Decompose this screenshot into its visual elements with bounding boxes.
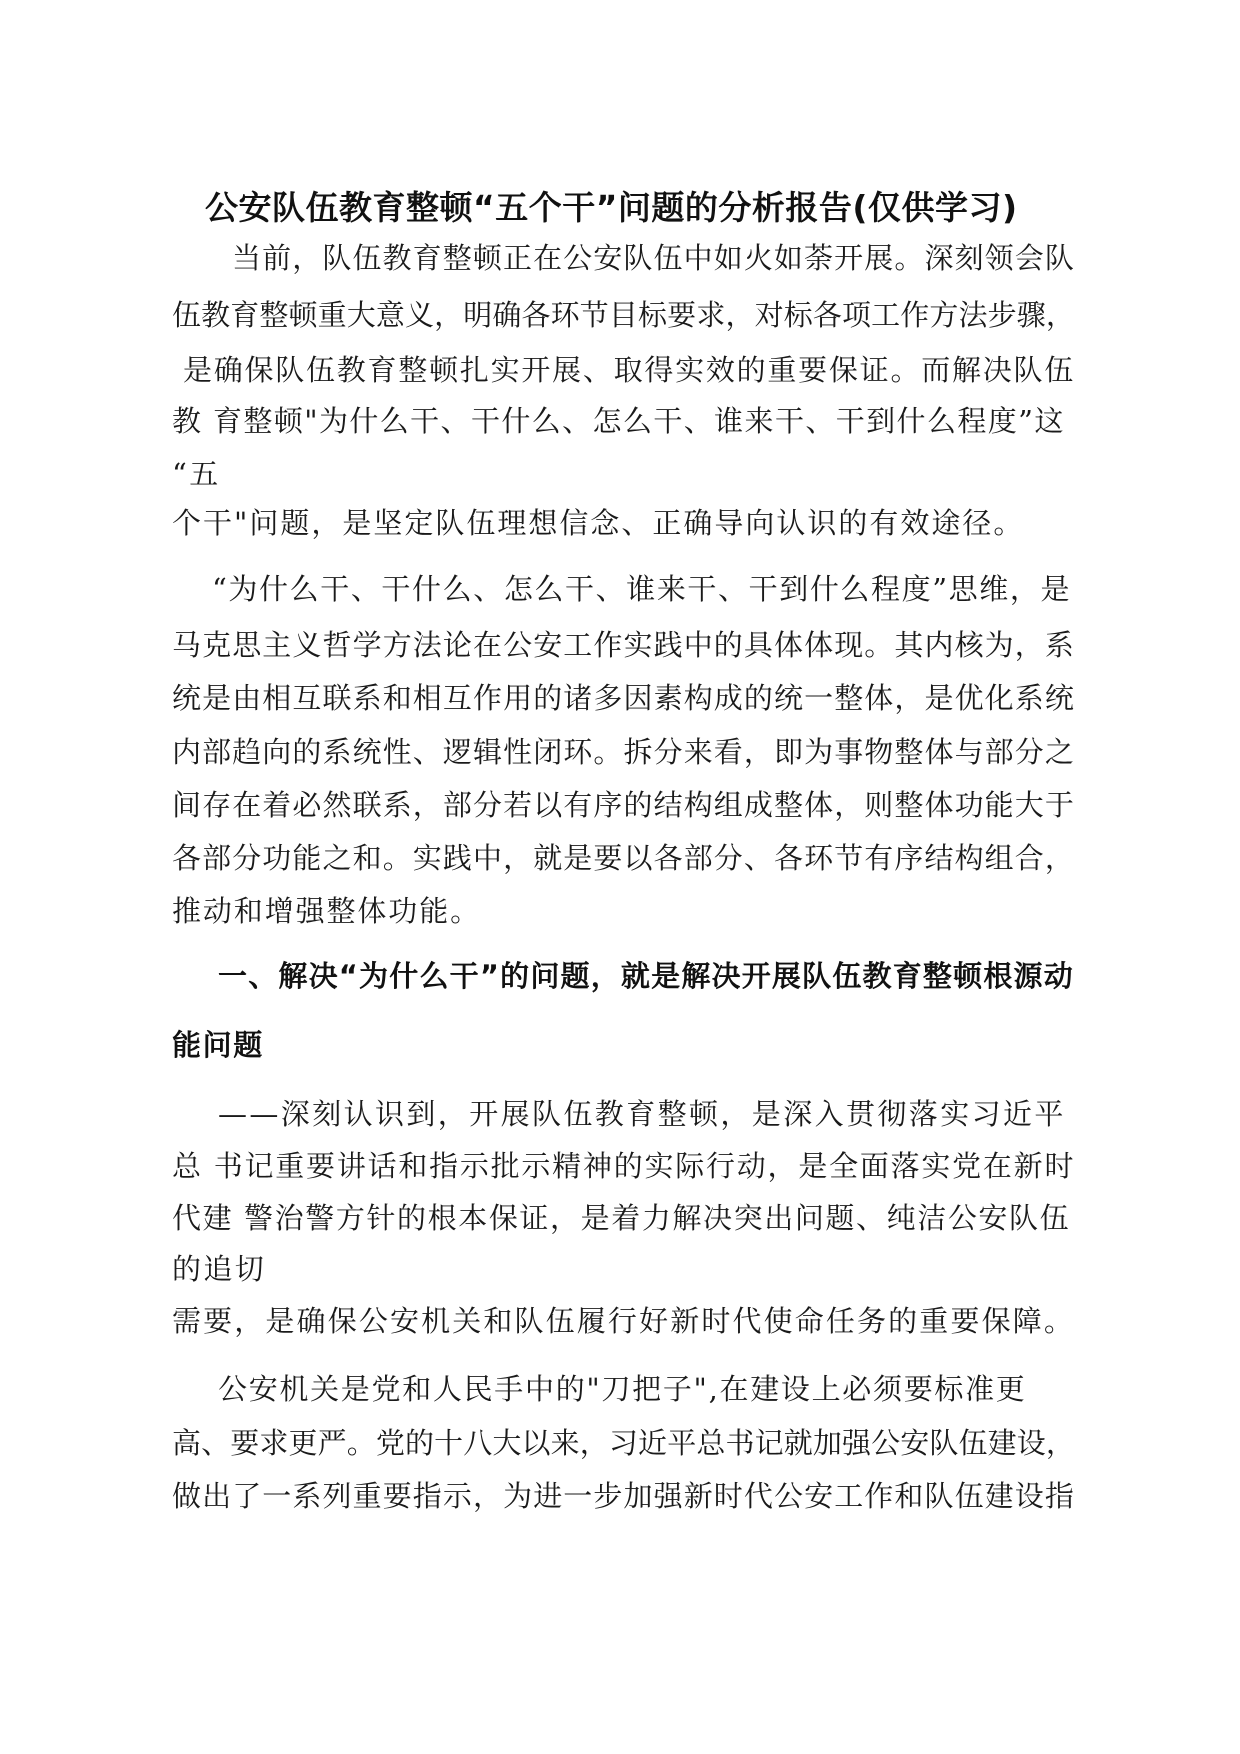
intro-line-5: “五 [172,457,221,491]
para3-line-3: 代建 警治警方针的根本保证，是着力解决突出问题、纯洁公安队伍 [172,1201,1071,1235]
intro-line-4: 教 育整顿"为什么干、干什么、怎么干、谁来干、干到什么程度”这 [172,404,1065,438]
para3-line-1: ——深刻认识到，开展队伍教育整顿，是深入贯彻落实习近平 [218,1097,1066,1131]
para2-line-3: 统是由相互联系和相互作用的诸多因素构成的统一整体，是优化系统 [172,681,1075,715]
section-1-heading-line-2: 能问题 [172,1028,264,1062]
intro-line-6: 个干"问题，是坚定队伍理想信念、正确导向认识的有效途径。 [172,506,1025,540]
section-1-heading-line-1: 一、解决“为什么干”的问题，就是解决开展队伍教育整顿根源动 [218,959,1074,993]
para4-line-2: 高、要求更严。党的十八大以来，习近平总书记就加强公安队伍建设， [172,1426,1075,1460]
para2-line-4: 内部趋向的系统性、逻辑性闭环。拆分来看，即为事物整体与部分之 [172,735,1075,769]
para2-line-2: 马克思主义哲学方法论在公安工作实践中的具体体现。其内核为，系 [172,628,1075,662]
para2-line-5: 间存在着必然联系，部分若以有序的结构组成整体，则整体功能大于 [172,788,1075,822]
intro-line-1: 当前，队伍教育整顿正在公安队伍中如火如荼开展。深刻领会队 [232,241,1075,275]
para2-line-6: 各部分功能之和。实践中，就是要以各部分、各环节有序结构组合， [172,841,1075,875]
para3-line-5: 需要，是确保公安机关和队伍履行好新时代使命任务的重要保障。 [172,1304,1075,1338]
para3-line-4: 的追切 [172,1252,267,1286]
para2-line-7: 推动和增强整体功能。 [172,894,482,928]
para2-line-1: “为什么干、干什么、怎么干、谁来干、干到什么程度”思维，是 [212,572,1072,606]
document-title: 公安队伍教育整顿“五个干”问题的分析报告(仅供学习) [205,188,1018,227]
para4-line-1: 公安机关是党和人民手中的"刀把子",在建设上必须要标准更 [218,1372,1027,1406]
para3-line-2: 总 书记重要讲话和指示批示精神的实际行动，是全面落实党在新时 [172,1149,1076,1183]
intro-line-2: 伍教育整顿重大意义，明确各环节目标要求，对标各项工作方法步骤， [172,298,1075,332]
intro-line-3: 是确保队伍教育整顿扎实开展、取得实效的重要保证。而解决队伍 [183,353,1075,387]
para4-line-3: 做出了一系列重要指示，为进一步加强新时代公安工作和队伍建设指 [172,1479,1075,1513]
